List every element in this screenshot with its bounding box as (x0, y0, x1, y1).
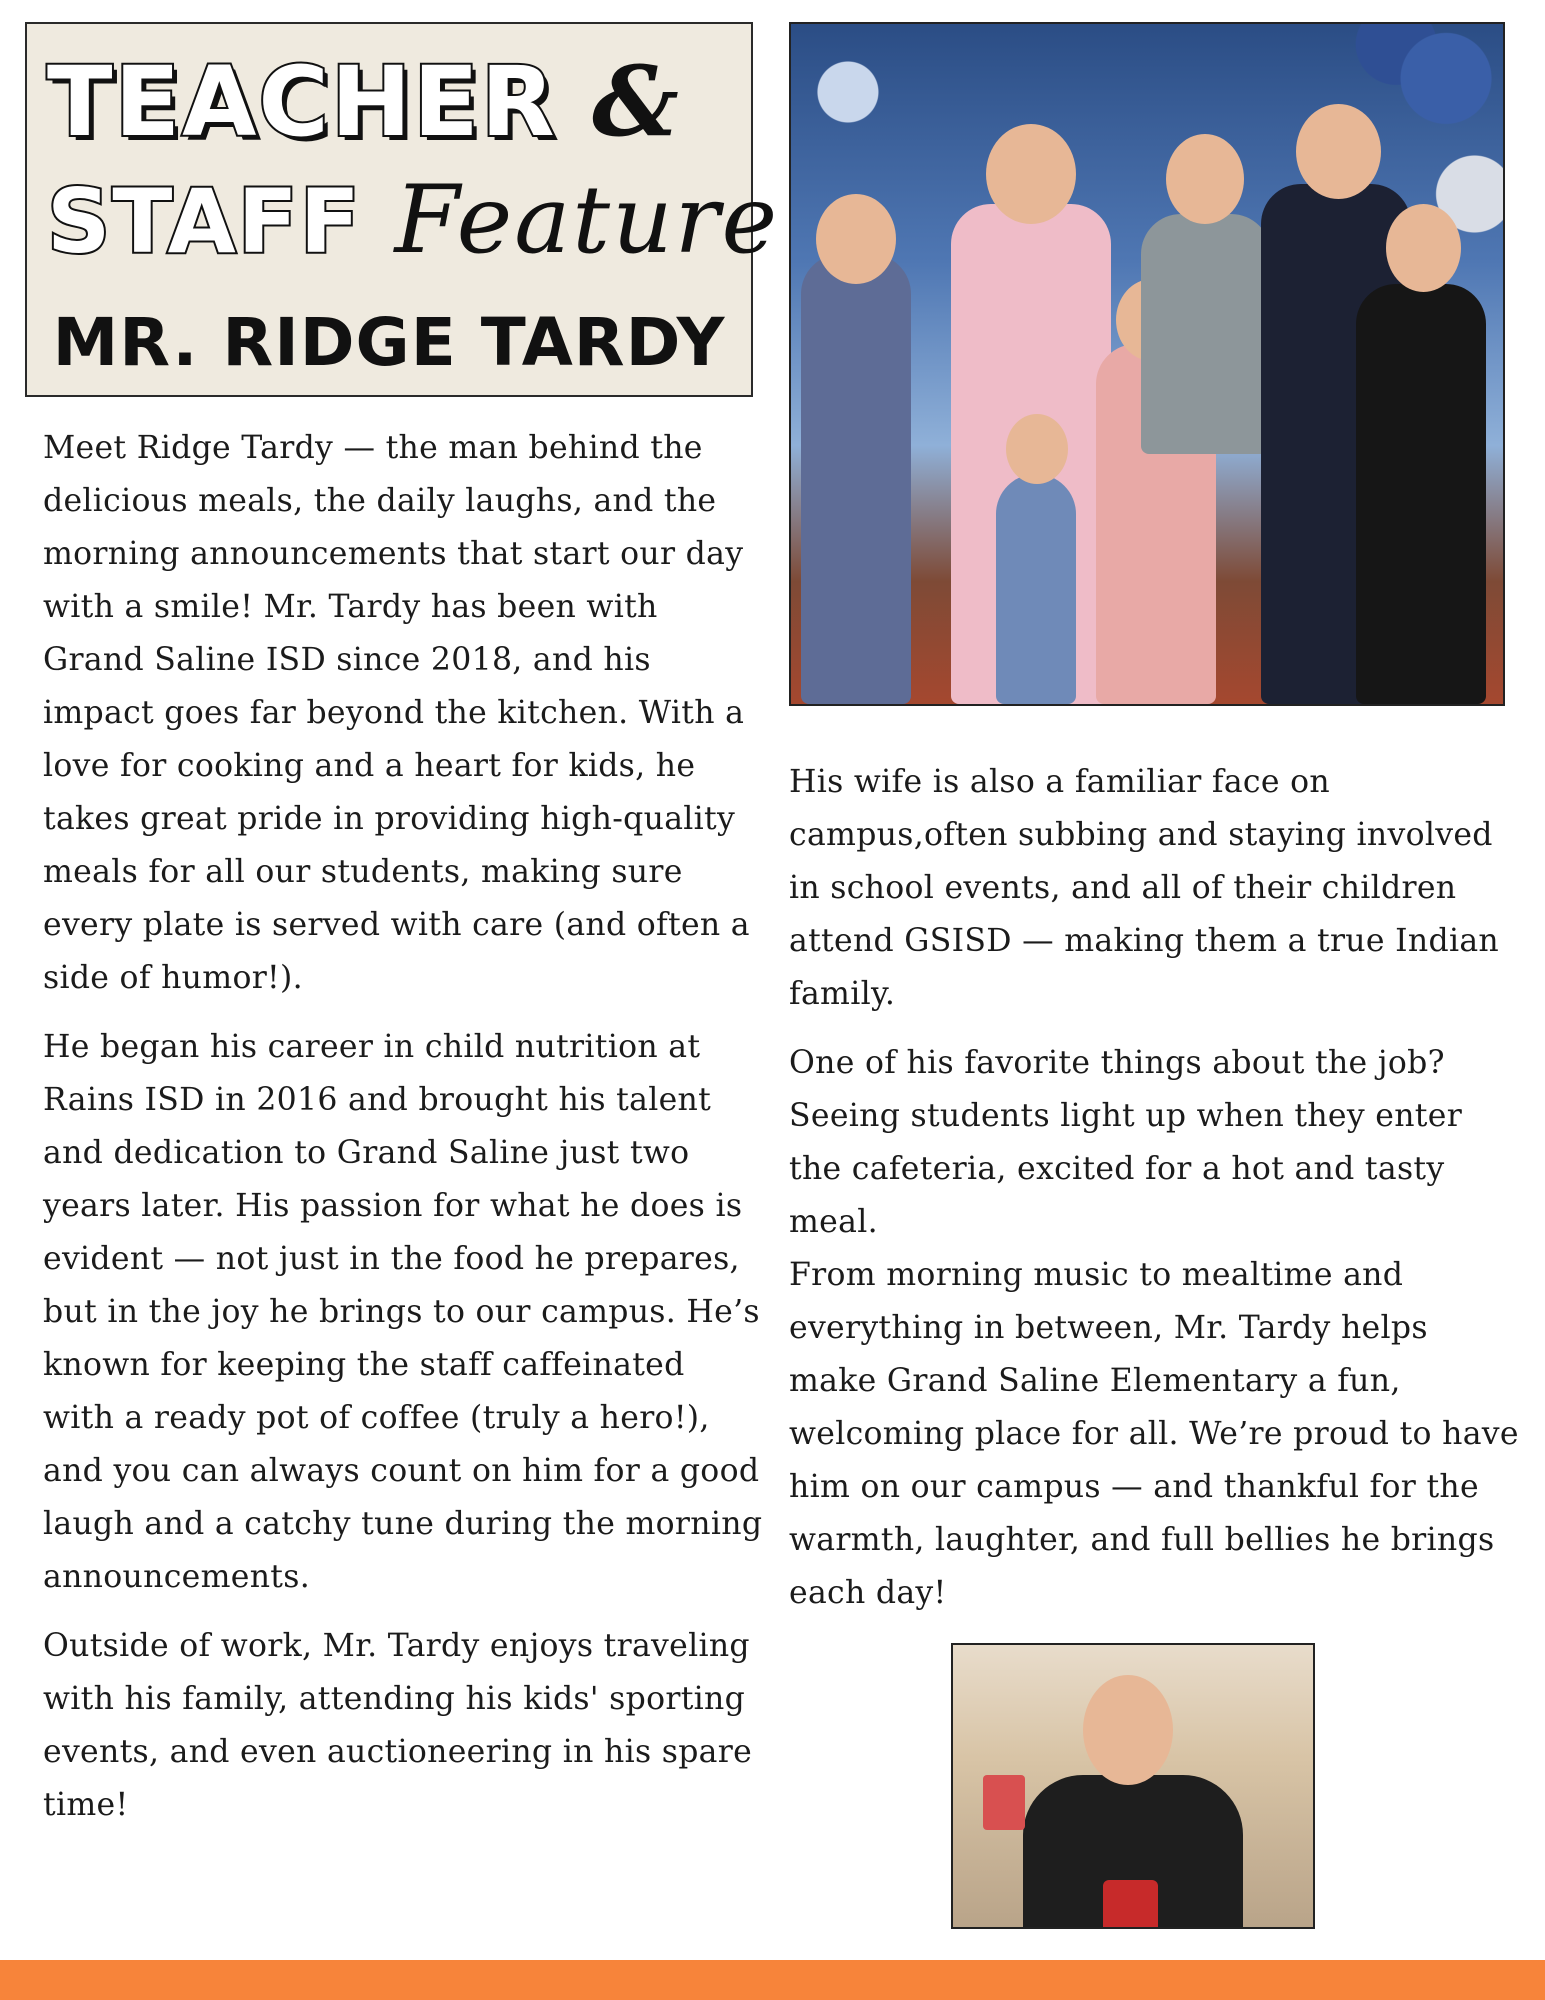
title-box (25, 22, 780, 397)
article-paragraph: Meet Ridge Tardy — the man behind the delicious meals, the daily laughs, and the morning announcements that start our day with a smile! Mr. Tardy has been with Grand Saline ISD since 2018, and his impact goes far beyond the kitchen. With a love for cooking and a heart for kids, he takes great pride in providing high-quality meals for all our students, making sure every plate is served with care (and often a side of humor!). (43, 430, 750, 996)
photo-head (1166, 134, 1244, 224)
photo-head (1083, 1675, 1173, 1785)
article-paragraph: His wife is also a familiar face on campus,often subbing and staying involved in school events, and all of their children attend GSISD — making them a true Indian family. (789, 764, 1499, 1012)
photo-person (996, 474, 1076, 704)
photo-head (1296, 104, 1381, 199)
article-paragraph: He began his career in child nutrition at Rains ISD in 2016 and brought his talent and dedication to Grand Saline just two years later. His passion for what he does is evident — not just in the food he prepares, but in the joy he brings to our campus. He’s known for keeping the staff caffeinated with a ready pot of coffee (truly a hero!), and you can always count on him for a good laugh and a catchy tune during the morning announcements. (43, 1029, 763, 1595)
title-feature-text: Feature (394, 166, 780, 275)
photo-cup (983, 1775, 1025, 1830)
photo-person (1141, 214, 1271, 454)
title-staff-feature (47, 166, 780, 275)
photo-mug (1103, 1880, 1158, 1929)
photo-head (1386, 204, 1461, 292)
article-paragraph: One of his favorite things about the job? Seeing students light up when they enter the cafeteria, excited for a hot and tasty meal. (789, 1045, 1463, 1240)
article-left-column (43, 422, 763, 1848)
footer-bar (0, 1960, 1545, 2000)
photo-person (801, 254, 911, 704)
article-paragraph: Outside of work, Mr. Tardy enjoys traveling with his family, attending his kids' sporting events, and even auctioneering in his spare time! (43, 1628, 753, 1823)
photo-head (816, 194, 896, 284)
family-photo (789, 22, 1505, 706)
article-right-column (789, 756, 1519, 1636)
photo-head (1006, 414, 1068, 484)
article-paragraph: From morning music to mealtime and everything in between, Mr. Tardy helps make Grand Saline Elementary a fun, welcoming place for all. We’re proud to have him on our campus — and thankful for the warmth, laughter, and full bellies he brings each day! (789, 1257, 1519, 1611)
photo-head (986, 124, 1076, 224)
title-ampersand: & (592, 45, 681, 158)
title-teacher-text: TEACHER (47, 46, 557, 158)
title-staff-text: STAFF (47, 170, 395, 273)
featured-name: MR. RIDGE TARDY (52, 304, 726, 381)
portrait-photo (951, 1643, 1315, 1929)
photo-person (1356, 284, 1486, 704)
title-teacher (47, 45, 681, 158)
